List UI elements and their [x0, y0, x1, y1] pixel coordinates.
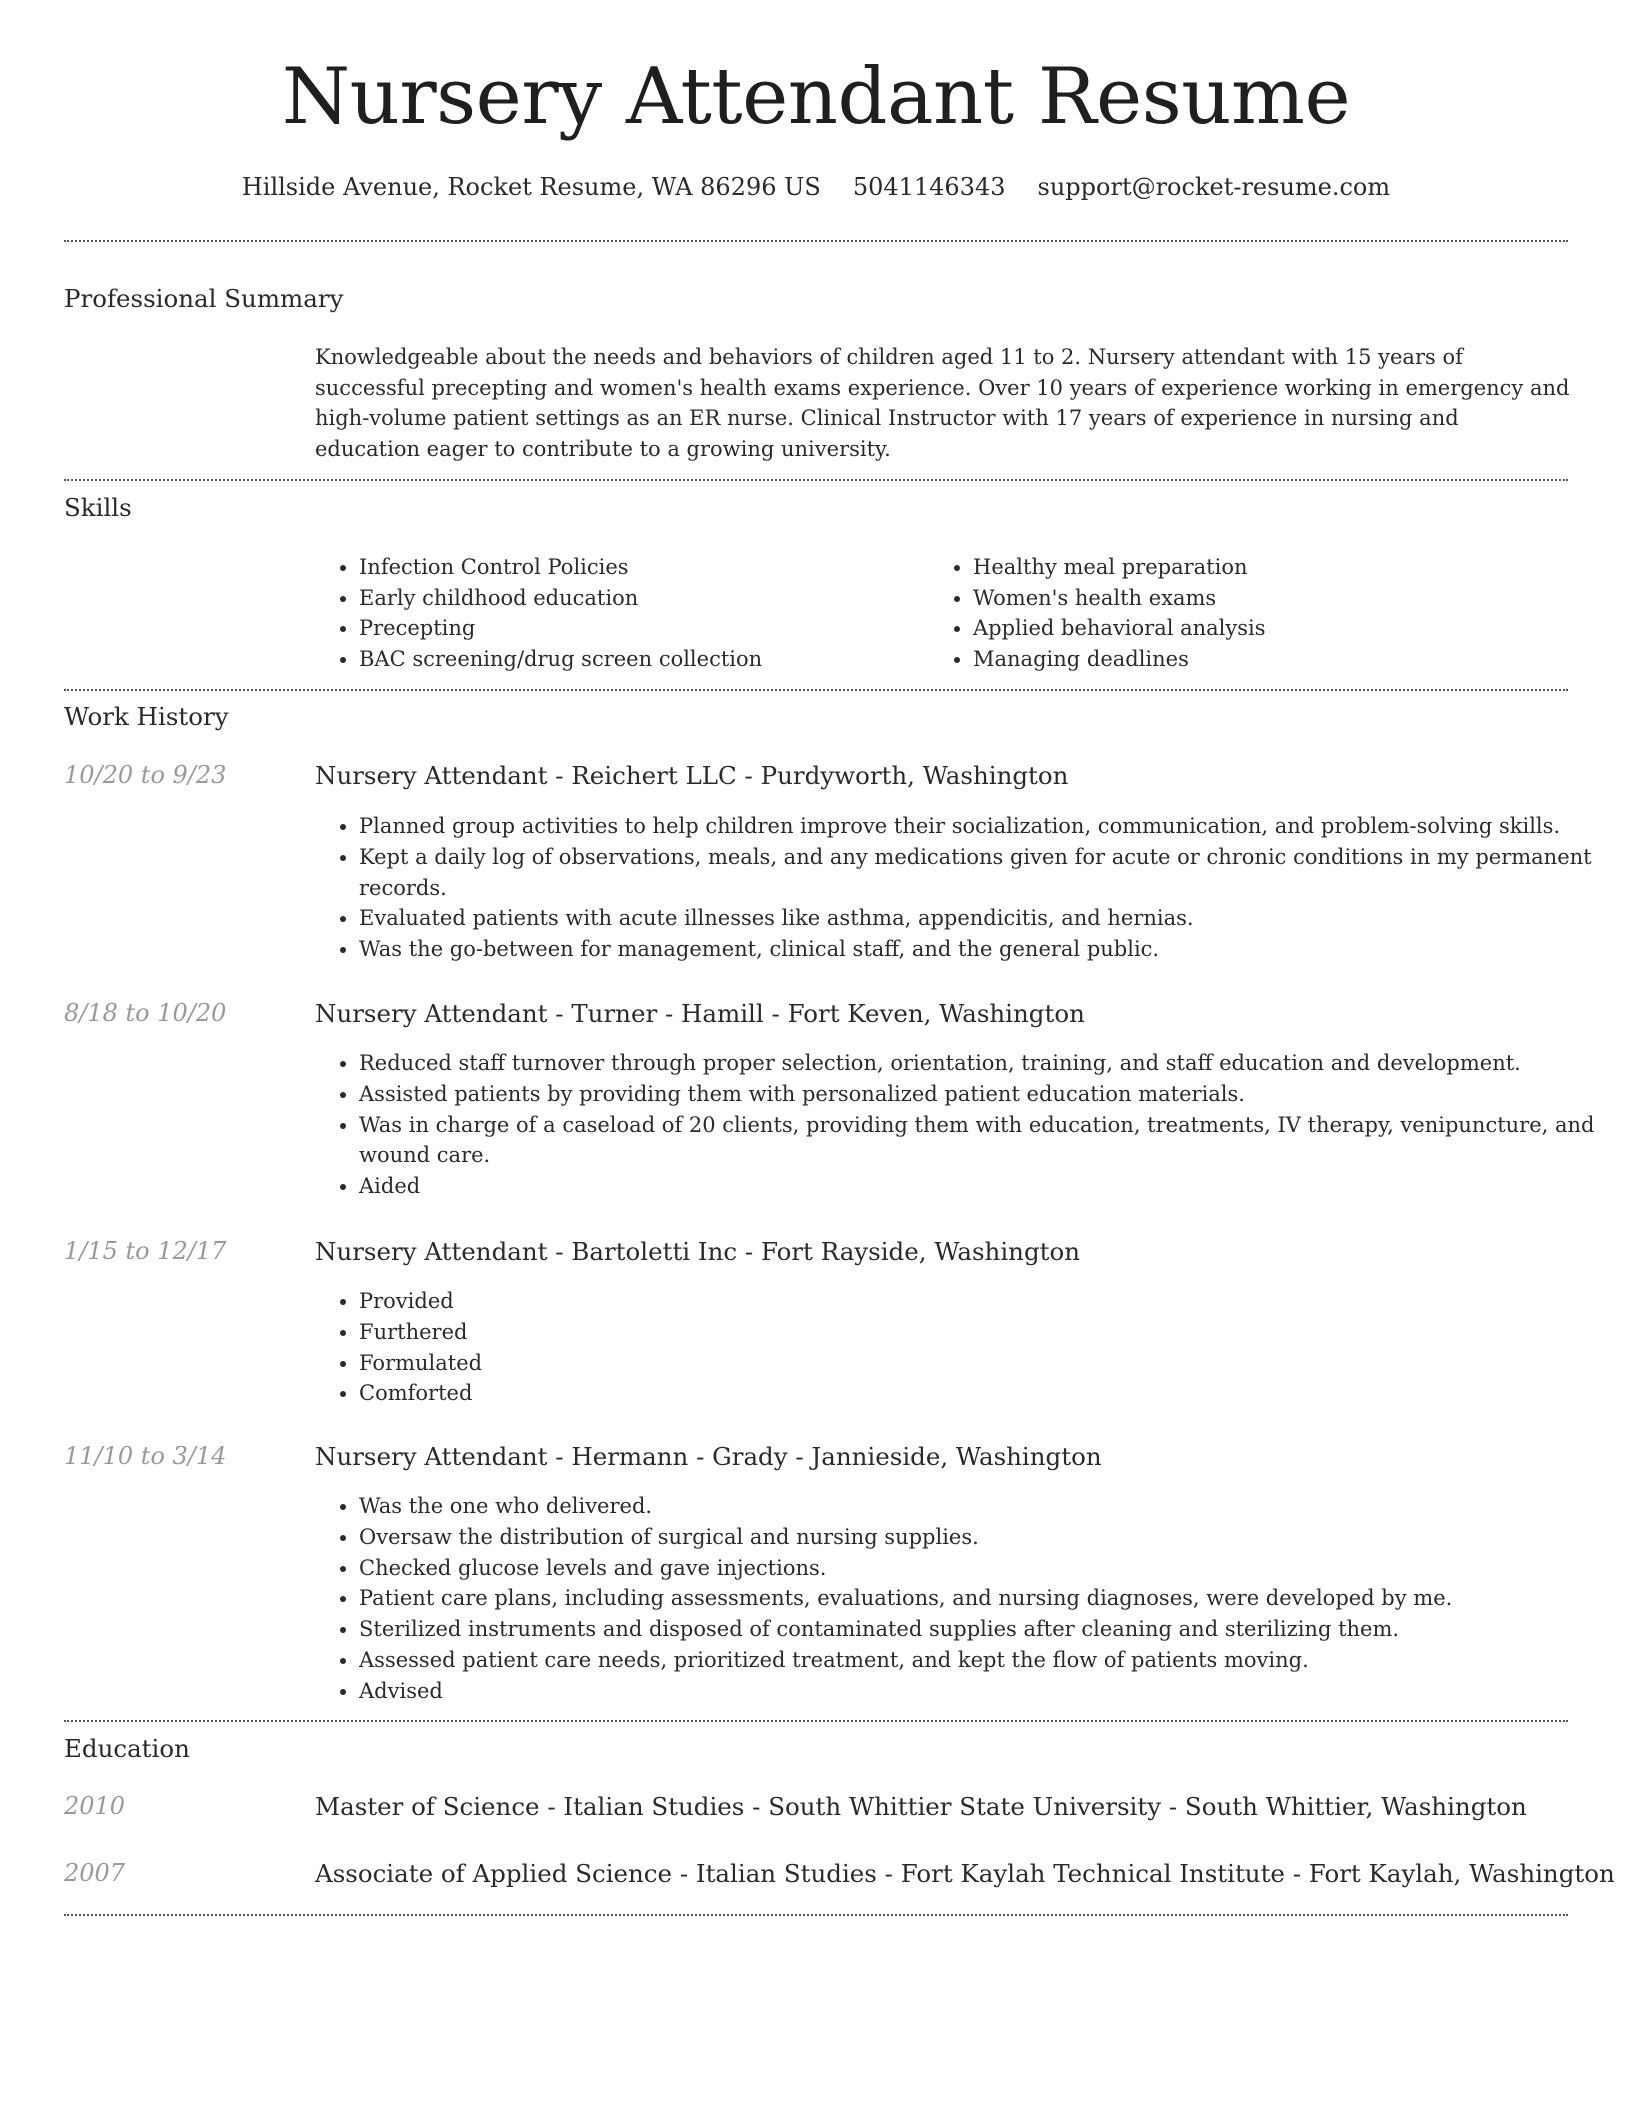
job-bullet: • Comforted	[359, 1378, 1614, 1409]
divider	[64, 689, 1568, 691]
job-bullet: • Sterilized instruments and disposed of contaminated supplies after cleaning and sterilizing them.	[359, 1614, 1614, 1645]
job-title: Nursery Attendant - Hermann - Grady - Jannieside, Washington	[315, 1442, 1102, 1471]
section-heading-skills: Skills	[64, 493, 132, 522]
job-bullet: • Reduced staff turnover through proper selection, orientation, training, and staff education and development.	[359, 1048, 1614, 1079]
job-bullets	[315, 1048, 1614, 1202]
contact-address: Hillside Avenue, Rocket Resume, WA 86296 US	[241, 173, 821, 201]
skill-item: • Infection Control Policies	[359, 552, 762, 583]
job-bullet: • Aided	[359, 1171, 1614, 1202]
job-bullets	[315, 811, 1614, 965]
education-degree: Associate of Applied Science - Italian Studies	[315, 1859, 877, 1888]
job-dates: 10/20 to 9/23	[64, 761, 227, 789]
job-title: Nursery Attendant - Reichert LLC - Purdyworth, Washington	[315, 761, 1069, 790]
section-heading-education: Education	[64, 1734, 190, 1763]
education-school: - South Whittier State University - South Whittier, Washington	[744, 1792, 1527, 1821]
job-bullet: • Assessed patient care needs, prioritized treatment, and kept the flow of patients moving.	[359, 1645, 1614, 1676]
job-bullet: • Oversaw the distribution of surgical and nursing supplies.	[359, 1522, 1614, 1553]
contact-email: support@rocket-resume.com	[1037, 173, 1391, 201]
contact-line	[0, 173, 1632, 201]
job-bullet: • Formulated	[359, 1348, 1614, 1379]
job-dates: 1/15 to 12/17	[64, 1237, 227, 1265]
skill-item: • Precepting	[359, 613, 762, 644]
skills-list-left	[315, 552, 762, 674]
job-bullet: • Was in charge of a caseload of 20 clients, providing them with education, treatments, IV therapy, venipuncture, and wound care.	[359, 1110, 1614, 1172]
job-bullets	[315, 1491, 1614, 1707]
job-bullet: • Checked glucose levels and gave injections.	[359, 1553, 1614, 1584]
skill-item: • Applied behavioral analysis	[973, 613, 1266, 644]
education-year: 2010	[64, 1792, 126, 1820]
skill-item: • Managing deadlines	[973, 644, 1266, 675]
education-entry	[315, 1859, 1615, 1888]
job-bullet: • Evaluated patients with acute illnesses like asthma, appendicitis, and hernias.	[359, 903, 1614, 934]
section-heading-summary: Professional Summary	[64, 284, 344, 313]
job-bullet: • Kept a daily log of observations, meals, and any medications given for acute or chronic conditions in my permanent records.	[359, 842, 1614, 904]
job-bullet: • Was the go-between for management, clinical staff, and the general public.	[359, 934, 1614, 965]
skill-item: • Women's health exams	[973, 583, 1266, 614]
job-bullet: • Furthered	[359, 1317, 1614, 1348]
job-title: Nursery Attendant - Turner - Hamill - Fort Keven, Washington	[315, 999, 1085, 1028]
education-entry	[315, 1792, 1527, 1821]
skills-list-right	[929, 552, 1266, 674]
job-title: Nursery Attendant - Bartoletti Inc - Fort Rayside, Washington	[315, 1237, 1081, 1266]
job-bullet: • Provided	[359, 1286, 1614, 1317]
job-dates: 8/18 to 10/20	[64, 999, 227, 1027]
contact-phone: 5041146343	[852, 173, 1006, 201]
job-bullet: • Was the one who delivered.	[359, 1491, 1614, 1522]
job-bullets	[315, 1286, 1614, 1409]
job-bullet: • Advised	[359, 1676, 1614, 1707]
divider	[64, 1720, 1568, 1722]
skill-item: • BAC screening/drug screen collection	[359, 644, 762, 675]
section-heading-work: Work History	[64, 702, 229, 731]
job-dates: 11/10 to 3/14	[64, 1442, 227, 1470]
skill-item: • Early childhood education	[359, 583, 762, 614]
divider	[64, 1914, 1568, 1916]
education-school: - Fort Kaylah Technical Institute - Fort Kaylah, Washington	[876, 1859, 1615, 1888]
job-bullet: • Patient care plans, including assessments, evaluations, and nursing diagnoses, were developed by me.	[359, 1583, 1614, 1614]
education-year: 2007	[64, 1859, 126, 1887]
skill-item: • Healthy meal preparation	[973, 552, 1266, 583]
divider	[64, 479, 1568, 481]
job-bullet: • Assisted patients by providing them with personalized patient education materials.	[359, 1079, 1614, 1110]
job-bullet: • Planned group activities to help children improve their socialization, communication, and problem-solving skills.	[359, 811, 1614, 842]
resume-title: Nursery Attendant Resume	[281, 52, 1351, 142]
divider	[64, 240, 1568, 242]
summary-text: Knowledgeable about the needs and behaviors of children aged 11 to 2. Nursery attendant with 15 years of successful precepting and women's health exams experience. Over 10 years of experience working in emergency and high-volume patient settings as an ER nurse. Clinical Instructor with 17 years of experience in nursing and education eager to contribute to a growing university.	[315, 345, 1570, 461]
education-degree: Master of Science - Italian Studies	[315, 1792, 745, 1821]
